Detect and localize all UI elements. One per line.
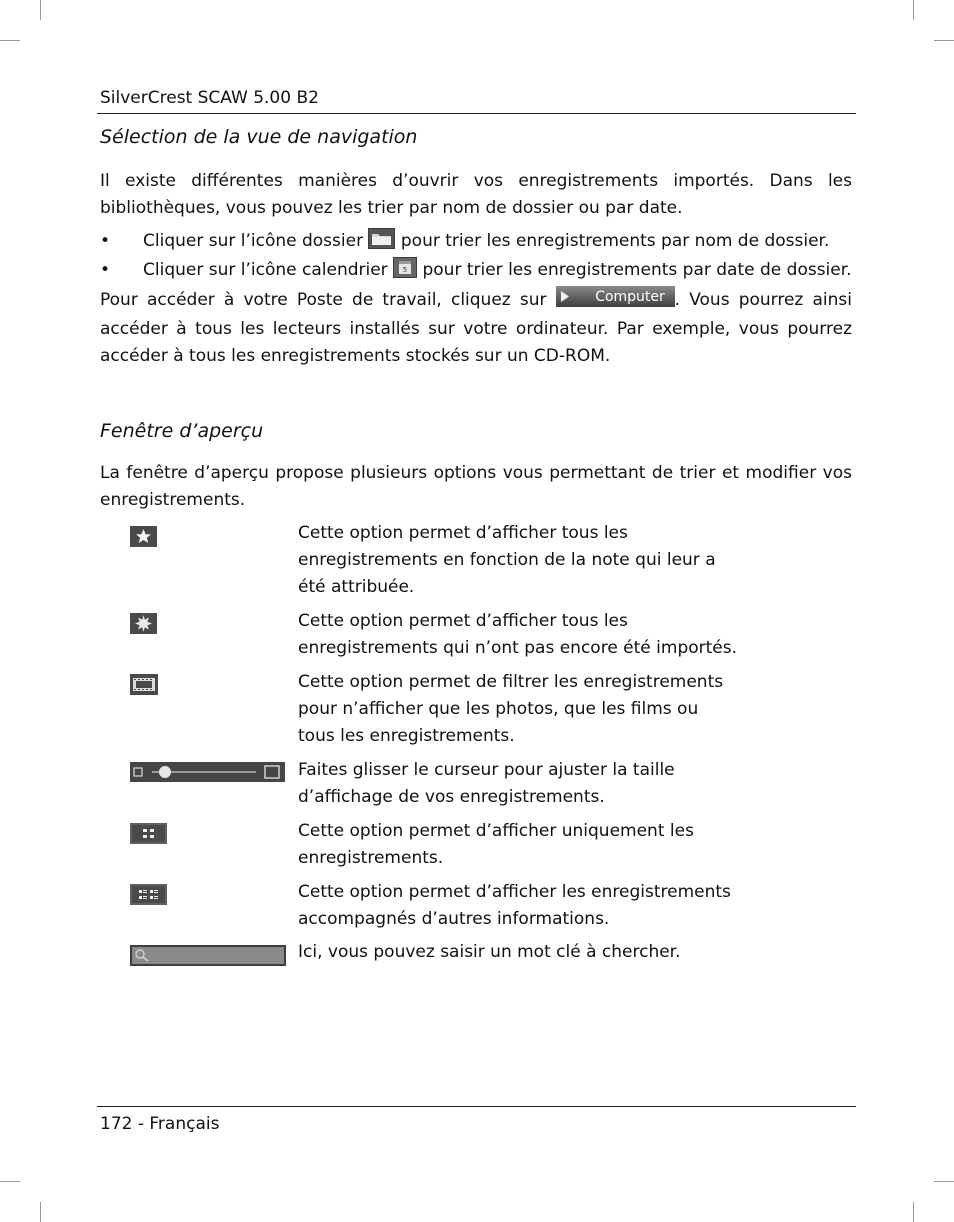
row-text-star: Cette option permet d’afficher tous les enregistrements en fonction de la note qui leur a été attribuée. bbox=[298, 523, 716, 597]
grid-view-icon[interactable] bbox=[130, 823, 167, 848]
svg-text:5: 5 bbox=[402, 266, 408, 274]
row-text-search: Ici, vous pouvez saisir un mot clé à chercher. bbox=[298, 942, 681, 962]
search-field[interactable] bbox=[130, 945, 286, 970]
crop-mark bbox=[913, 1202, 914, 1222]
row-text-grid: Cette option permet d’afficher uniquement les enregistrements. bbox=[298, 821, 694, 868]
computer-para-before: Pour accéder à votre Poste de travail, cliquez sur bbox=[100, 290, 547, 310]
crop-mark bbox=[913, 0, 914, 20]
crop-mark bbox=[0, 1181, 20, 1182]
bullet-folder-before: Cliquer sur l’icône dossier bbox=[143, 231, 364, 251]
crop-mark bbox=[934, 40, 954, 41]
footer-rule bbox=[97, 1106, 856, 1107]
new-burst-icon[interactable] bbox=[130, 613, 157, 638]
bullet-folder bbox=[100, 228, 829, 258]
row-text-filter: Cette option permet de filtrer les enregistrements pour n’afficher que les photos, que les films ou tous les enregistrements. bbox=[298, 672, 724, 746]
computer-button[interactable] bbox=[556, 286, 675, 316]
section-title-preview: Fenêtre d’aperçu bbox=[100, 420, 264, 442]
section-title-navigation: Sélection de la vue de navigation bbox=[100, 126, 418, 148]
crop-mark bbox=[40, 0, 41, 20]
crop-mark bbox=[0, 40, 20, 41]
computer-button-label: Computer bbox=[594, 289, 665, 305]
computer-para-rest: à tous les lecteurs installés sur votre ordinateur. Par exemple, vous pourrez accéder à tous les enregistrements stockés sur un CD-ROM. bbox=[100, 319, 852, 366]
running-title: SilverCrest SCAW 5.00 B2 bbox=[100, 88, 319, 108]
page-number: 172 - Français bbox=[100, 1114, 220, 1134]
film-filter-icon[interactable] bbox=[130, 674, 158, 699]
preview-intro: La fenêtre d’aperçu propose plusieurs options vous permettant de trier et modifier vos enregistrements. bbox=[100, 463, 852, 510]
slider-handle bbox=[159, 766, 171, 778]
crop-mark bbox=[40, 1202, 41, 1222]
bullet-calendar-before: Cliquer sur l’icône calendrier bbox=[143, 260, 388, 280]
row-text-detail: Cette option permet d’afficher les enregistrements accompagnés d’autres informations. bbox=[298, 882, 731, 929]
folder-icon[interactable] bbox=[368, 228, 395, 258]
star-icon[interactable] bbox=[130, 526, 157, 551]
bullet-dot: • bbox=[100, 260, 111, 280]
computer-paragraph bbox=[100, 286, 852, 370]
detail-view-icon[interactable] bbox=[130, 884, 167, 909]
size-slider[interactable] bbox=[130, 762, 285, 786]
bullet-calendar-after: pour trier les enregistrements par date de dossier. bbox=[422, 260, 852, 280]
navigation-intro: Il existe différentes manières d’ouvrir vos enregistrements importés. Dans les bibliothèques, vous pouvez les trier par nom de dossier ou par date. bbox=[100, 171, 852, 218]
crop-mark bbox=[934, 1181, 954, 1182]
bullet-calendar bbox=[100, 257, 852, 287]
row-text-slider: Faites glisser le curseur pour ajuster la taille d’affichage de vos enregistrements. bbox=[298, 760, 675, 807]
computer-para-after: . Vous pourrez ainsi accéder bbox=[100, 290, 853, 339]
bullet-folder-after: pour trier les enregistrements par nom de dossier. bbox=[400, 231, 830, 251]
row-text-new: Cette option permet d’afficher tous les enregistrements qui n’ont pas encore été importés. bbox=[298, 611, 738, 658]
bullet-dot: • bbox=[100, 231, 111, 251]
header-rule bbox=[97, 113, 856, 114]
calendar-icon[interactable] bbox=[393, 257, 417, 287]
